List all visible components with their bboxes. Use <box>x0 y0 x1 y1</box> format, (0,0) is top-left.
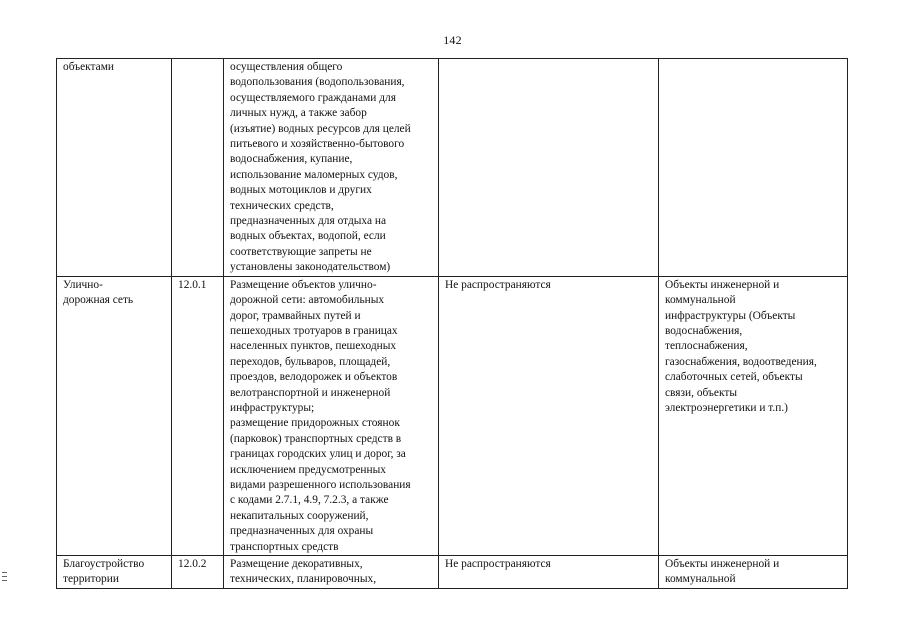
auxiliary-uses: Объекты инженерной и коммунальной <box>665 558 780 586</box>
use-name: Улично- дорожная сеть <box>63 278 134 307</box>
use-description: Размещение декоративных, технических, планировочных, <box>230 558 377 586</box>
use-code-cell <box>172 59 224 277</box>
use-name: Благоустройство территории <box>63 558 145 586</box>
table-row <box>57 59 848 277</box>
use-code: 12.0.2 <box>178 558 207 570</box>
limits: Не распространяются <box>445 558 551 570</box>
auxiliary-cell <box>659 556 848 589</box>
limits-cell <box>439 276 659 555</box>
use-name-cell <box>57 556 172 589</box>
auxiliary-cell <box>659 276 848 555</box>
scan-edge-mark <box>2 572 7 584</box>
auxiliary-cell <box>659 59 848 277</box>
use-name-cell <box>57 59 172 277</box>
limits: Не распространяются <box>445 278 551 291</box>
use-description: Размещение объектов улично- дорожной сети: автомобильных дорог, трамвайных путей и пешеходных тротуаров в границах населенных пунктов, пешеходных переходов, бульваров, площадей, проездов, велодорожек и объектов велотранспортной и инженерной инфраструктуры; размещение придорожных стоянок (парковок) транспортных средств в границах городских улиц и дорог, за исключением предусмотренных видами разрешенного использования с кодами 2.7.1, 4.9, 7.2.3, а также некапитальных сооружений, предназначенных для охраны транспортных средств <box>230 278 411 553</box>
use-description-cell <box>224 276 439 555</box>
auxiliary-uses: Объекты инженерной и коммунальной инфраструктуры (Объекты водоснабжения, теплоснабжения, газоснабжения, водоотведения, слаботочных сетей, объекты связи, объекты электроэнергетики и т.п.) <box>665 278 817 414</box>
use-description: осуществления общего водопользования (водопользования, осуществляемого гражданами для личных нужд, а также забор (изъятие) водных ресурсов для целей питьевого и хозяйственно-бытового водоснабжения, купание, использование маломерных судов, водных мотоциклов и других технических средств, предназначенных для отдыха на водных объектах, водопой, если соответствующие запреты не установлены законодательством) <box>230 61 411 274</box>
use-name: объектами <box>63 61 115 73</box>
limits-cell <box>439 59 659 277</box>
use-code-cell <box>172 276 224 555</box>
zoning-table <box>56 58 848 589</box>
use-name-cell <box>57 276 172 555</box>
use-code-cell <box>172 556 224 589</box>
limits-cell <box>439 556 659 589</box>
use-description-cell <box>224 556 439 589</box>
table-row <box>57 556 848 589</box>
page-number: 142 <box>443 33 462 47</box>
table-row <box>57 276 848 555</box>
use-code: 12.0.1 <box>178 278 207 291</box>
use-description-cell <box>224 59 439 277</box>
